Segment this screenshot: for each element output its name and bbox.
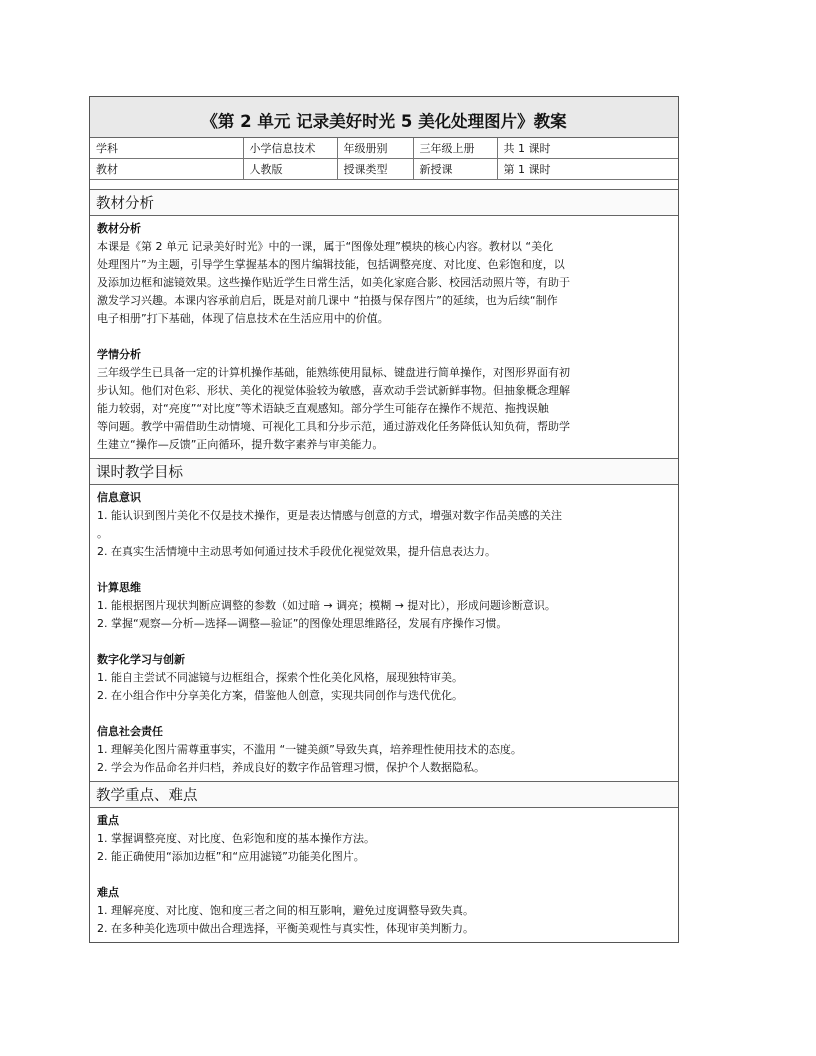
subheading-social-responsibility: 信息社会责任 bbox=[97, 725, 163, 738]
list-item: 1. 掌握调整亮度、对比度、色彩饱和度的基本操作方法。 bbox=[97, 832, 375, 845]
list-item: 1. 能认识到图片美化不仅是技术操作，更是表达情感与创意的方式，增强对数字作品美感的关注 bbox=[97, 509, 562, 522]
list-item: 2. 在多种美化选项中做出合理选择，平衡美观性与真实性，体现审美判断力。 bbox=[97, 922, 474, 935]
list-item: 。 bbox=[97, 527, 108, 540]
subheading-material: 教材分析 bbox=[97, 222, 141, 235]
section-body-goals bbox=[90, 485, 678, 781]
section-body-keypoints bbox=[90, 808, 678, 942]
list-item: 1. 能根据图片现状判断应调整的参数（如过暗 → 调亮；模糊 → 提对比），形成问题诊断意识。 bbox=[97, 599, 556, 612]
text-line: 电子相册”打下基础，体现了信息技术在生活应用中的价值。 bbox=[97, 312, 389, 325]
text-line: 生建立“操作—反馈”正向循环，提升数字素养与审美能力。 bbox=[97, 438, 384, 451]
list-item: 2. 能正确使用“添加边框”和“应用滤镜”功能美化图片。 bbox=[97, 850, 365, 863]
list-item: 1. 理解亮度、对比度、饱和度三者之间的相互影响，避免过度调整导致失真。 bbox=[97, 904, 474, 917]
subheading-computational-thinking: 计算思维 bbox=[97, 581, 141, 594]
lesson-type-label: 授课类型 bbox=[337, 159, 413, 180]
course-info-table bbox=[90, 138, 678, 180]
list-item: 1. 理解美化图片需尊重事实，不滥用 “一键美颜”导致失真，培养理性使用技术的态度。 bbox=[97, 743, 522, 756]
subject-label: 学科 bbox=[90, 138, 243, 159]
list-item: 2. 掌握“观察—分析—选择—调整—验证”的图像处理思维路径，发展有序操作习惯。 bbox=[97, 617, 508, 630]
current-period: 第 1 课时 bbox=[497, 159, 678, 180]
textbook-label: 教材 bbox=[90, 159, 243, 180]
table-row bbox=[90, 138, 678, 159]
lesson-plan-document bbox=[89, 96, 679, 943]
subheading-digital-learning: 数字化学习与创新 bbox=[97, 653, 185, 666]
subject-value: 小学信息技术 bbox=[243, 138, 337, 159]
section-heading-keypoints: 教学重点、难点 bbox=[90, 781, 678, 808]
subheading-focus: 重点 bbox=[97, 814, 119, 827]
list-item: 2. 在真实生活情境中主动思考如何通过技术手段优化视觉效果，提升信息表达力。 bbox=[97, 545, 496, 558]
grade-value: 三年级上册 bbox=[413, 138, 497, 159]
document-title: 《第 2 单元 记录美好时光 5 美化处理图片》教案 bbox=[90, 97, 678, 138]
section-heading-analysis: 教材分析 bbox=[90, 189, 678, 216]
text-line: 本课是《第 2 单元 记录美好时光》中的一课，属于“图像处理”模块的核心内容。教材以 “美化 bbox=[97, 240, 554, 253]
text-line: 步认知。他们对色彩、形状、美化的视觉体验较为敏感，喜欢动手尝试新鲜事物。但抽象概念理解 bbox=[97, 384, 570, 397]
subheading-info-awareness: 信息意识 bbox=[97, 491, 141, 504]
section-heading-goals: 课时教学目标 bbox=[90, 458, 678, 485]
text-line: 及添加边框和滤镜效果。这些操作贴近学生日常生活，如美化家庭合影、校园活动照片等，有助于 bbox=[97, 276, 570, 289]
text-line: 处理图片”为主题，引导学生掌握基本的图片编辑技能，包括调整亮度、对比度、色彩饱和度，以 bbox=[97, 258, 565, 271]
subheading-difficult: 难点 bbox=[97, 886, 119, 899]
list-item: 2. 在小组合作中分享美化方案，借鉴他人创意，实现共同创作与迭代优化。 bbox=[97, 689, 463, 702]
text-line: 等问题。教学中需借助生动情境、可视化工具和分步示范，通过游戏化任务降低认知负荷，帮助学 bbox=[97, 420, 570, 433]
lesson-type-value: 新授课 bbox=[413, 159, 497, 180]
textbook-value: 人教版 bbox=[243, 159, 337, 180]
list-item: 1. 能自主尝试不同滤镜与边框组合，探索个性化美化风格，展现独特审美。 bbox=[97, 671, 463, 684]
grade-label: 年级册别 bbox=[337, 138, 413, 159]
subheading-learner: 学情分析 bbox=[97, 348, 141, 361]
total-periods: 共 1 课时 bbox=[497, 138, 678, 159]
section-body-analysis bbox=[90, 216, 678, 458]
table-row bbox=[90, 159, 678, 180]
text-line: 激发学习兴趣。本课内容承前启后，既是对前几课中 “拍摄与保存图片”的延续，也为后续“制作 bbox=[97, 294, 558, 307]
text-line: 三年级学生已具备一定的计算机操作基础，能熟练使用鼠标、键盘进行简单操作，对图形界面有初 bbox=[97, 366, 570, 379]
list-item: 2. 学会为作品命名并归档，养成良好的数字作品管理习惯，保护个人数据隐私。 bbox=[97, 761, 485, 774]
text-line: 能力较弱，对“亮度”“对比度”等术语缺乏直观感知。部分学生可能存在操作不规范、拖拽误触 bbox=[97, 402, 549, 415]
